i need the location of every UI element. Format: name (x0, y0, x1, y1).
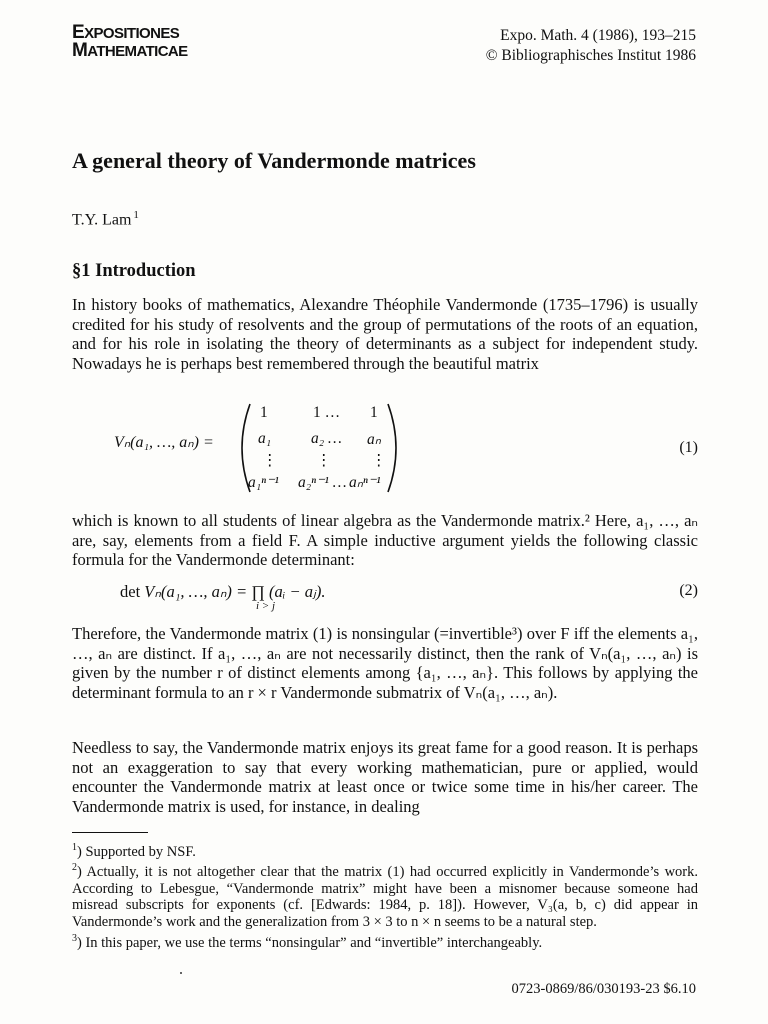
author-name: T.Y. Lam (72, 211, 132, 229)
matrix-cell: a₂ … (311, 430, 342, 447)
footnote-rule (72, 832, 148, 833)
right-paren (384, 402, 406, 494)
matrix-cell: a₂ⁿ⁻¹ … (298, 474, 347, 491)
footnote-mark: 1 (72, 842, 77, 853)
footnote-text: ) Supported by NSF. (77, 843, 196, 860)
author-footnote-mark: 1 (133, 209, 139, 221)
section-heading: §1 Introduction (72, 261, 196, 281)
det-operator: det (120, 582, 141, 601)
equation-number: (1) (679, 439, 698, 456)
footnote-mark: 3 (72, 932, 77, 944)
determinant-expression: Vₙ(a₁, …, aₙ) = ∏ (aᵢ − aⱼ). (144, 582, 326, 601)
matrix-cell: ⋮ (262, 452, 278, 469)
author-line (72, 209, 139, 229)
citation-line1: Expo. Math. 4 (1986), 193–215 (500, 27, 696, 44)
paragraph-nonsingular: Therefore, the Vandermonde matrix (1) is nonsingular (=invertible³) over F iff the elements a₁, …, aₙ are distinct. If a₁, …, aₙ are not necessarily distinct, then the rank of Vₙ(a₁, …, aₙ) is given by the number r of distinct elements among {a₁, …, aₙ}. This follows by applying the determinant formula to an r × r Vandermonde submatrix of Vₙ(a₁, …, aₙ). (72, 624, 698, 702)
copyright-line: © Bibliographisches Institut 1986 (485, 47, 696, 64)
matrix-cell: aₙⁿ⁻¹ (349, 474, 381, 491)
matrix-lhs: Vₙ(a₁, …, aₙ) = (114, 434, 214, 451)
matrix-cell: a₁ⁿ⁻¹ (248, 474, 279, 491)
product-subscript: i > j (256, 600, 276, 612)
matrix-cell: 1 (260, 404, 268, 421)
footnote-mark: 2 (72, 862, 77, 874)
footnote-1 (72, 840, 698, 860)
journal-name-line2: MATHEMATICAE (72, 40, 188, 61)
paragraph-matrix-known: which is known to all students of linear algebra as the Vandermonde matrix.² Here, a₁, …, aₙ are, say, elements from a field F. A simple inductive argument yields the following classic formula for the Vandermonde determinant: (72, 511, 698, 569)
footnotes (72, 840, 698, 951)
citation-block (486, 26, 696, 66)
scan-speck (180, 972, 182, 974)
matrix-cell: 1 (370, 404, 378, 421)
matrix-cell: ⋮ (371, 452, 387, 469)
price-code: 0723-0869/86/030193-23 $6.10 (511, 981, 696, 997)
journal-logo (72, 24, 188, 60)
journal-name-line1: EXPOSITIONES (72, 22, 180, 43)
paper-title: A general theory of Vandermonde matrices (72, 148, 476, 173)
matrix-cell: ⋮ (316, 452, 332, 469)
matrix-cell: a₁ (258, 430, 272, 447)
matrix-cell: 1 … (313, 404, 341, 421)
paragraph-intro: In history books of mathematics, Alexandre Théophile Vandermonde (1735–1796) is usually credited for his study of resolvents and the group of permutations of the roots of an equation, and for his role in isolating the theory of determinants as a subject for independent study. Nowadays he is perhaps best remembered through the beautiful matrix (72, 295, 698, 373)
equation-number: (2) (679, 582, 698, 599)
footnote-text: ) In this paper, we use the terms “nonsingular” and “invertible” interchangeably. (77, 934, 543, 951)
paragraph-fame: Needless to say, the Vandermonde matrix enjoys its great fame for a good reason. It is perhaps not an exaggeration to say that every working mathematician, pure or applied, would encounter the Vandermonde matrix at least once or twice some time in his/her career. The Vandermonde matrix is used, for instance, in dealing (72, 738, 698, 816)
matrix-cell: aₙ (367, 431, 381, 448)
footnote-3 (72, 931, 698, 951)
determinant-formula (120, 582, 326, 602)
footnote-2 (72, 860, 698, 930)
footnote-text: ) Actually, it is not altogether clear that the matrix (1) had occurred explicitly in Vandermonde’s work. According to Lebesgue, “Vandermonde matrix” might have been a misnomer because someone had misread subscripts for exponents (cf. [Edwards: 1984, p. 18]). However, V₃(a, b, c) did appear in Vandermonde’s work and the generalization from 3 × 3 to n × n seems to be a natural step. (72, 864, 698, 931)
